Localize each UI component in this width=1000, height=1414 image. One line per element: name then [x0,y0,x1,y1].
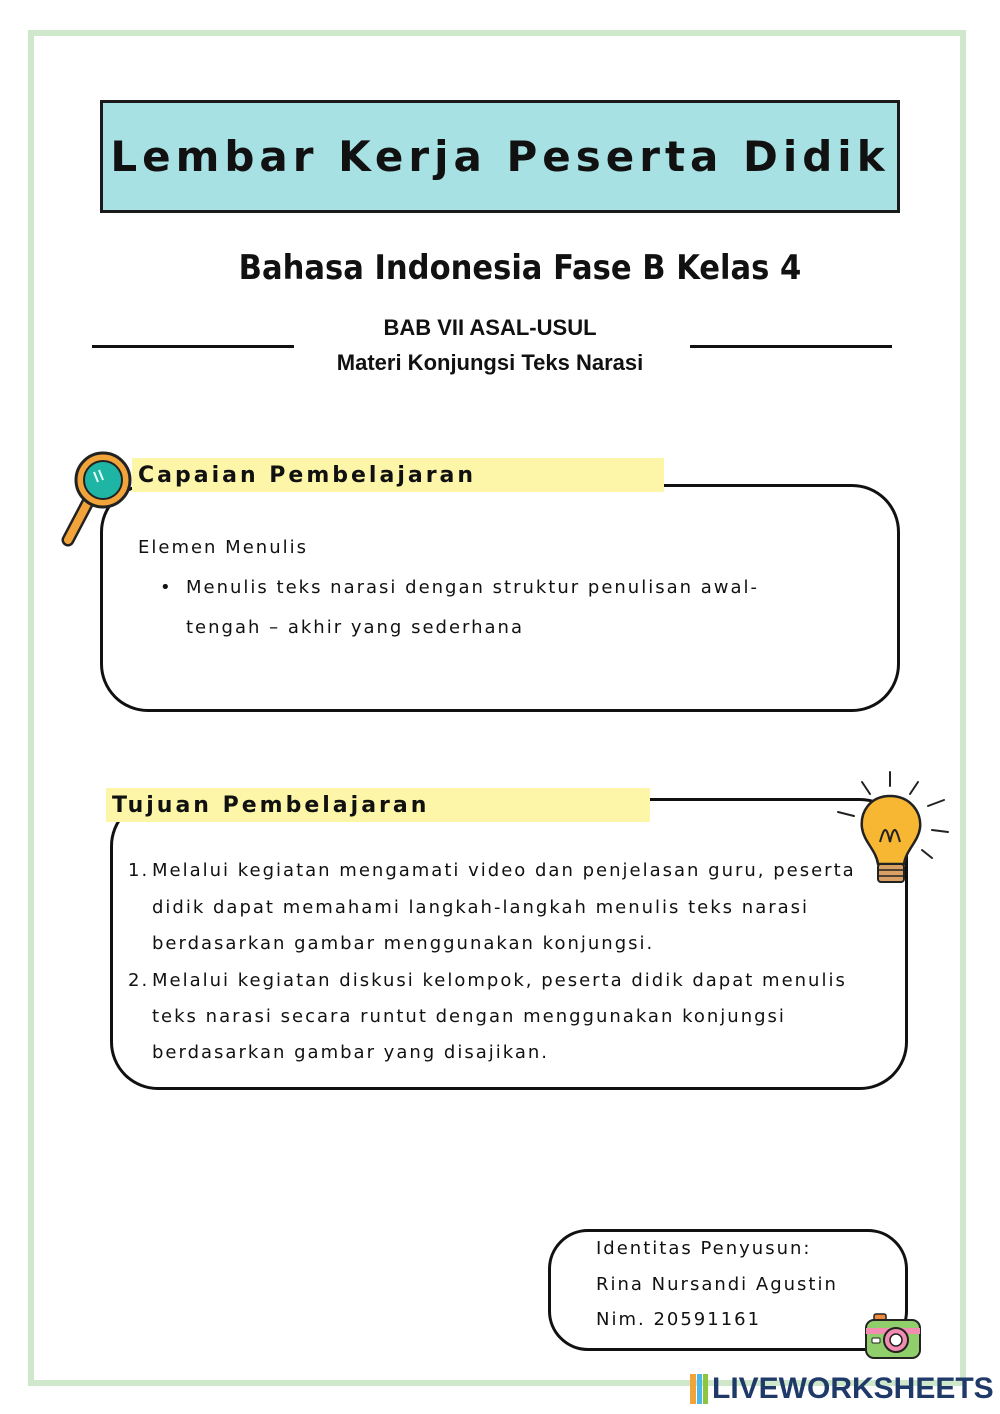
right-divider [690,345,892,348]
subject-heading: Bahasa Indonesia Fase B Kelas 4 [238,248,802,288]
tujuan-item-1-line3: berdasarkan gambar menggunakan konjungsi. [152,933,655,954]
author-label: Identitas Penyusun: [596,1238,812,1259]
title-banner [100,100,900,213]
tujuan-item-2-number: 2. [128,970,150,991]
capaian-element: Elemen Menulis [138,537,308,558]
bullet-dot: • [160,577,173,598]
capaian-bullet-line2: tengah – akhir yang sederhana [186,617,524,638]
chapter-title: BAB VII ASAL-USUL [383,315,597,340]
author-nim: Nim. 20591161 [596,1309,762,1330]
camera-icon [862,1312,924,1362]
left-divider [92,345,294,348]
brand-logo-icon [690,1374,708,1404]
brand-wordmark[interactable]: LIVEWORKSHEETS [712,1372,994,1405]
tujuan-item-1-line2: didik dapat memahami langkah-langkah menulis teks narasi [152,897,810,918]
magnifier-icon [58,450,140,550]
capaian-bullet-line1: Menulis teks narasi dengan struktur penulisan awal- [186,577,760,598]
tujuan-item-1-number: 1. [128,860,150,881]
capaian-label: Capaian Pembelajaran [132,458,664,492]
tujuan-item-1-line1: Melalui kegiatan mengamati video dan penjelasan guru, peserta [152,860,856,881]
capaian-box [100,484,900,712]
page-title: Lembar Kerja Peserta Didik [110,132,890,181]
tujuan-item-2-line1: Melalui kegiatan diskusi kelompok, peserta didik dapat menulis [152,970,847,991]
author-name: Rina Nursandi Agustin [596,1274,838,1295]
tujuan-item-2-line2: teks narasi secara runtut dengan menggunakan konjungsi [152,1006,786,1027]
tujuan-item-2-line3: berdasarkan gambar yang disajikan. [152,1042,550,1063]
tujuan-label: Tujuan Pembelajaran [106,788,650,822]
material-title: Materi Konjungsi Teks Narasi [336,350,644,375]
